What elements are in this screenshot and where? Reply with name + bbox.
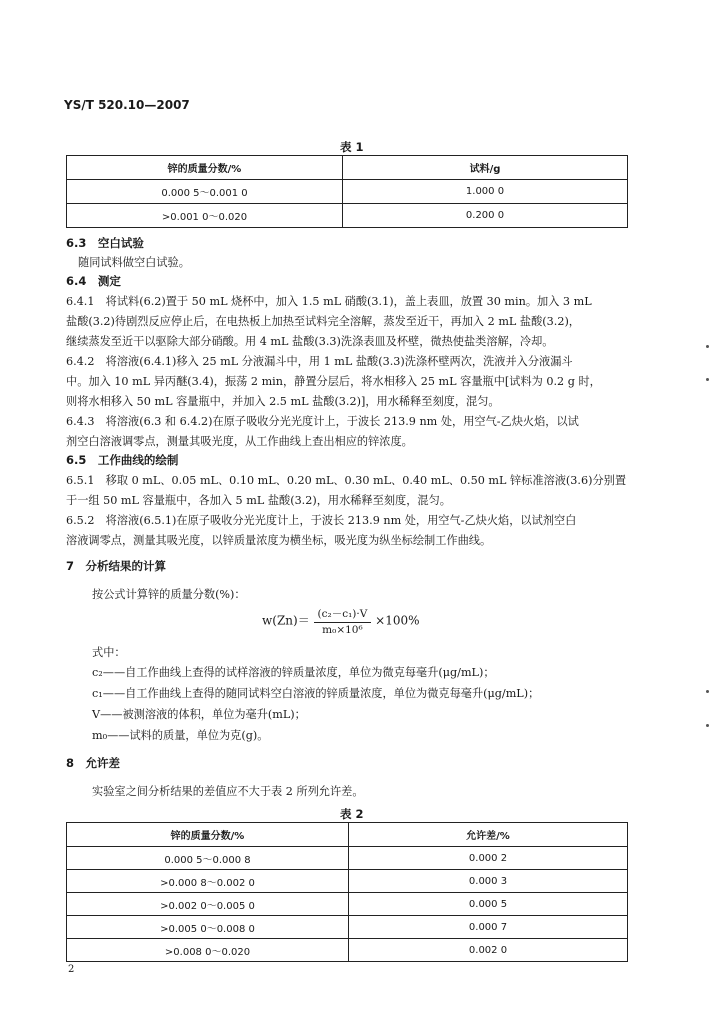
table2-cell: 0.002 0 <box>349 939 628 962</box>
formula-fraction <box>314 606 372 636</box>
variable-c1: c₁——自工作曲线上查得的随同试料空白溶液的锌质量浓度，单位为微克每毫升(μg/mL)； <box>92 687 540 700</box>
table1-cell: 0.000 5～0.001 0 <box>67 180 343 204</box>
formula-lhs: w(Zn)＝ <box>262 613 310 628</box>
table2-cell: 0.000 2 <box>349 847 628 870</box>
table-row <box>67 916 628 939</box>
section-6-4-title: 6.4 测定 <box>66 274 121 288</box>
para-6-5-2-line2: 溶液调零点，测量其吸光度，以锌质量浓度为横坐标，吸光度为纵坐标绘制工作曲线。 <box>66 534 492 547</box>
section-8-title: 8 允许差 <box>66 756 121 770</box>
section-6-5-title: 6.5 工作曲线的绘制 <box>66 453 179 467</box>
para-6-4-3-line2: 剂空白溶液调零点，测量其吸光度，从工作曲线上查出相应的锌浓度。 <box>66 435 413 448</box>
para-6-4-2-line3: 则将水相移入 50 mL 容量瓶中，并加入 2.5 mL 盐酸(3.2)]，用水稀释至刻度，混匀。 <box>66 395 500 408</box>
formula-rhs: ×100% <box>375 613 420 628</box>
scan-speck <box>706 345 709 348</box>
table2-header-zinc: 锌的质量分数/% <box>67 823 349 847</box>
table1-cell: 0.200 0 <box>343 204 628 228</box>
section-8-text: 实验室之间分析结果的差值应不大于表 2 所列允许差。 <box>92 785 364 798</box>
para-6-4-1-line3: 继续蒸发至近干以驱除大部分硝酸。用 4 mL 盐酸(3.3)洗涤表皿及杯壁，微热使盐类溶解，冷却。 <box>66 335 554 348</box>
scan-speck <box>706 378 709 381</box>
formula-denominator: m₀×10⁶ <box>322 624 363 636</box>
table2-cell: 0.000 5 <box>349 893 628 916</box>
table1 <box>66 155 628 228</box>
table2-header-tolerance: 允许差/% <box>349 823 628 847</box>
para-6-4-1-line1: 6.4.1 将试料(6.2)置于 50 mL 烧杯中，加入 1.5 mL 硝酸(3.1)，盖上表皿，放置 30 min。加入 3 mL <box>66 295 592 308</box>
para-6-4-2-line2: 中。加入 10 mL 异丙醚(3.4)，振荡 2 min，静置分层后，将水相移入 25 mL 容量瓶中[试料为 0.2 g 时， <box>66 375 601 388</box>
para-6-4-2-line1: 6.4.2 将溶液(6.4.1)移入 25 mL 分液漏斗中，用 1 mL 盐酸(3.3)洗涤杯壁两次，洗液并入分液漏斗 <box>66 355 573 368</box>
table2-cell: 0.000 3 <box>349 870 628 893</box>
table2-cell: 0.000 5～0.000 8 <box>67 847 349 870</box>
zinc-formula <box>262 606 420 636</box>
table-row <box>67 870 628 893</box>
table1-cell: 1.000 0 <box>343 180 628 204</box>
variable-c2: c₂——自工作曲线上查得的试样溶液的锌质量浓度，单位为微克每毫升(μg/mL)； <box>92 666 495 679</box>
table2-cell: >0.005 0～0.008 0 <box>67 916 349 939</box>
table2 <box>66 822 628 962</box>
table-row <box>67 204 628 228</box>
table2-cell: >0.002 0～0.005 0 <box>67 893 349 916</box>
para-6-5-2-line1: 6.5.2 将溶液(6.5.1)在原子吸收分光光度计上，于波长 213.9 nm 处，用空气-乙炔火焰，以试剂空白 <box>66 514 577 527</box>
table-row <box>67 847 628 870</box>
section-7-title: 7 分析结果的计算 <box>66 559 167 573</box>
table2-caption: 表 2 <box>340 807 364 821</box>
variable-m0: m₀——试料的质量，单位为克(g)。 <box>92 729 269 742</box>
section-6-3-text: 随同试料做空白试验。 <box>78 256 190 269</box>
table2-cell: >0.008 0～0.020 <box>67 939 349 962</box>
scan-speck <box>706 690 709 693</box>
scan-speck <box>706 724 709 727</box>
formula-numerator: (c₂－c₁)·V <box>314 606 372 623</box>
page-number: 2 <box>68 964 75 975</box>
table2-cell: 0.000 7 <box>349 916 628 939</box>
para-6-5-1-line1: 6.5.1 移取 0 mL、0.05 mL、0.10 mL、0.20 mL、0.30 mL、0.40 mL、0.50 mL 锌标准溶液(3.6)分别置 <box>66 474 627 487</box>
table-row <box>67 180 628 204</box>
section-6-3-title: 6.3 空白试验 <box>66 236 144 250</box>
table-row <box>67 939 628 962</box>
table1-cell: >0.001 0～0.020 <box>67 204 343 228</box>
table2-cell: >0.000 8～0.002 0 <box>67 870 349 893</box>
para-6-5-1-line2: 于一组 50 mL 容量瓶中，各加入 5 mL 盐酸(3.2)，用水稀释至刻度，混匀。 <box>66 494 451 507</box>
table-row <box>67 893 628 916</box>
table1-caption: 表 1 <box>340 140 364 154</box>
para-6-4-1-line2: 盐酸(3.2)待剧烈反应停止后，在电热板上加热至试料完全溶解，蒸发至近干，再加入 2 mL 盐酸(3.2)， <box>66 315 580 328</box>
table1-header-sample: 试料/g <box>343 156 628 180</box>
where-label: 式中： <box>92 646 126 659</box>
table1-header-zinc: 锌的质量分数/% <box>67 156 343 180</box>
section-7-intro: 按公式计算锌的质量分数(%)： <box>92 588 246 601</box>
para-6-4-3-line1: 6.4.3 将溶液(6.3 和 6.4.2)在原子吸收分光光度计上，于波长 213.9 nm 处，用空气-乙炔火焰，以试 <box>66 415 579 428</box>
variable-v: V——被测溶液的体积，单位为毫升(mL)； <box>92 708 306 721</box>
standard-number: YS/T 520.10—2007 <box>64 98 190 112</box>
